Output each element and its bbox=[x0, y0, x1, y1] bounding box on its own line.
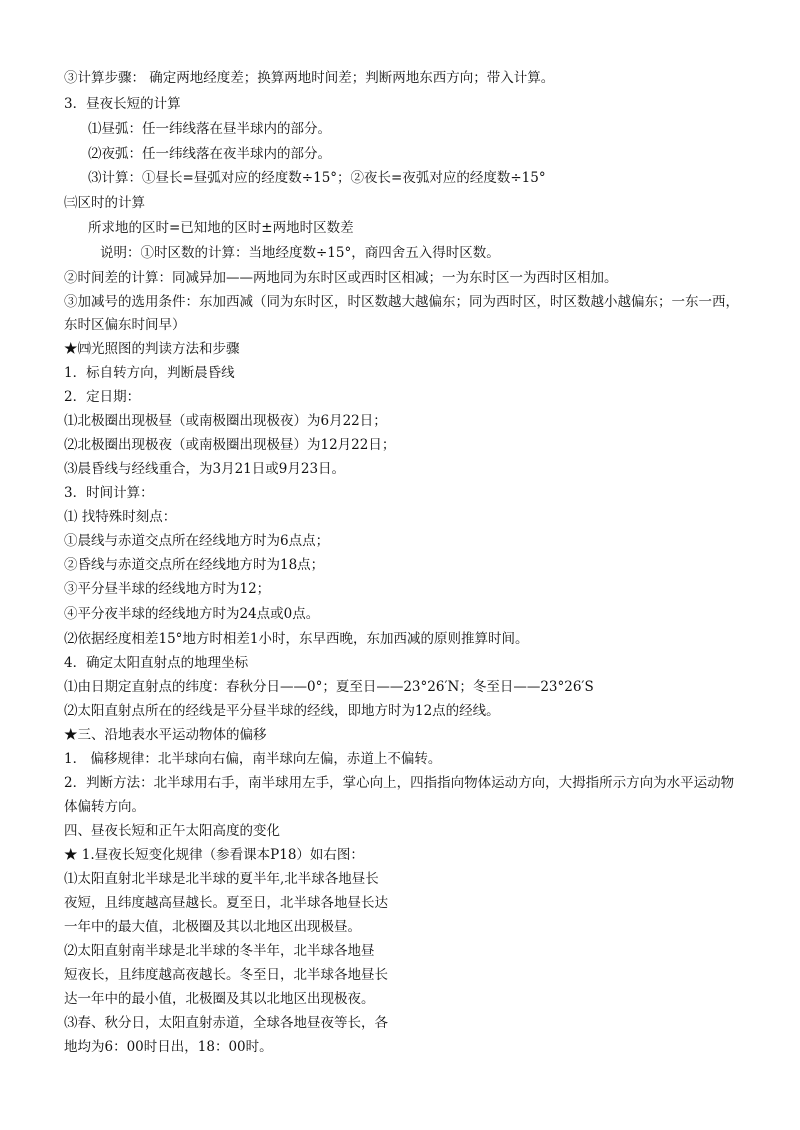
line-dec-22: ⑵北极圈出现极夜（或南极圈出现极昼）为12月22日； bbox=[64, 437, 396, 453]
line-sunrise-sunset: 地均为6：00时日出，18：00时。 bbox=[64, 1039, 273, 1055]
heading-day-length-rule: ★ 1.昼夜长短变化规律（参看课本P18）如右图： bbox=[64, 847, 364, 863]
line-calc-steps: ③计算步骤： 确定两地经度差；换算两地时间差；判断两地东西方向；带入计算。 bbox=[64, 70, 555, 86]
heading-deflection: ★三、沿地表水平运动物体的偏移 bbox=[64, 727, 267, 743]
heading-time-calc: 3．时间计算： bbox=[64, 485, 154, 501]
heading-illumination: ★㈣光照图的判读方法和步骤 bbox=[64, 341, 240, 357]
line-judgment-method-cont: 体偏转方向。 bbox=[64, 799, 145, 815]
line-length-calc: ⑶计算：①昼长=昼弧对应的经度数÷15°；②夜长=夜弧对应的经度数÷15° bbox=[88, 170, 546, 186]
line-dawn-line: ①晨线与赤道交点所在经线地方时为6点点； bbox=[64, 533, 330, 549]
line-subsolar-longitude: ⑵太阳直射点所在的经线是平分昼半球的经线，即地方时为12点的经线。 bbox=[64, 703, 500, 719]
line-dusk-line: ②昏线与赤道交点所在经线地方时为18点； bbox=[64, 557, 325, 573]
line-judgment-method: 2．判断方法：北半球用右手，南半球用左手，掌心向上，四指指向物体运动方向，大拇指所示方向为水平运动物 bbox=[64, 775, 735, 791]
heading-subsolar-point: 4．确定太阳直射点的地理坐标 bbox=[64, 655, 249, 671]
heading-zone-time: ㈢区时的计算 bbox=[64, 195, 145, 211]
heading-day-night-length: 3．昼夜长短的计算 bbox=[64, 96, 181, 112]
line-north-summer-3: 一年中的最大值，北极圈及其以北地区出现极昼。 bbox=[64, 919, 361, 935]
line-noon-meridian: ③平分昼半球的经线地方时为12； bbox=[64, 581, 271, 597]
heading-determine-date: 2．定日期： bbox=[64, 389, 141, 405]
heading-day-length-noon-altitude: 四、昼夜长短和正午太阳高度的变化 bbox=[64, 823, 280, 839]
line-june-22: ⑴北极圈出现极昼（或南极圈出现极夜）为6月22日； bbox=[64, 413, 387, 429]
line-special-times: ⑴ 找特殊时刻点： bbox=[64, 509, 177, 525]
line-zone-formula: 所求地的区时=已知地的区时±两地时区数差 bbox=[88, 220, 354, 236]
line-north-winter-2: 短夜长，且纬度越高夜越长。冬至日，北半球各地昼长 bbox=[64, 967, 388, 983]
line-night-arc: ⑵夜弧：任一纬线落在夜半球内的部分。 bbox=[88, 146, 331, 162]
line-equinox: ⑶晨昏线与经线重合，为3月21日或9月23日。 bbox=[64, 461, 346, 477]
line-rotation-direction: 1．标自转方向，判断晨昏线 bbox=[64, 365, 235, 381]
line-midnight-meridian: ④平分夜半球的经线地方时为24点或0点。 bbox=[64, 606, 320, 622]
line-north-winter-3: 达一年中的最小值，北极圈及其以北地区出现极夜。 bbox=[64, 991, 375, 1007]
line-sign-rule-cont: 东时区偏东时间早） bbox=[64, 317, 186, 333]
line-time-difference: ②时间差的计算：同减异加——两地同为东时区或西时区相减；一为东时区一为西时区相加。 bbox=[64, 270, 618, 286]
line-sign-rule: ③加减号的选用条件：东加西减（同为东时区，时区数越大越偏东；同为西时区，时区数越小越偏东；一东一西， bbox=[64, 294, 739, 310]
line-zone-note: 说明：①时区数的计算：当地经度数÷15°，商四舍五入得时区数。 bbox=[100, 245, 500, 261]
line-north-summer-2: 夜短，且纬度越高昼越长。夏至日，北半球各地昼长达 bbox=[64, 895, 388, 911]
line-north-summer: ⑴太阳直射北半球是北半球的夏半年,北半球各地昼长 bbox=[64, 871, 379, 887]
line-longitude-rule: ⑵依据经度相差15°地方时相差1小时，东早西晚，东加西减的原则推算时间。 bbox=[64, 631, 529, 647]
line-north-winter: ⑵太阳直射南半球是北半球的冬半年，北半球各地昼 bbox=[64, 943, 375, 959]
line-deflection-rule: 1． 偏移规律：北半球向右偏，南半球向左偏，赤道上不偏转。 bbox=[64, 751, 442, 767]
line-subsolar-latitude: ⑴由日期定直射点的纬度：春秋分日——0°；夏至日——23°26′N；冬至日——23°26′S bbox=[64, 679, 594, 695]
line-day-arc: ⑴昼弧：任一纬线落在昼半球内的部分。 bbox=[88, 121, 331, 137]
line-equinox-equal: ⑶春、秋分日，太阳直射赤道，全球各地昼夜等长，各 bbox=[64, 1015, 388, 1031]
